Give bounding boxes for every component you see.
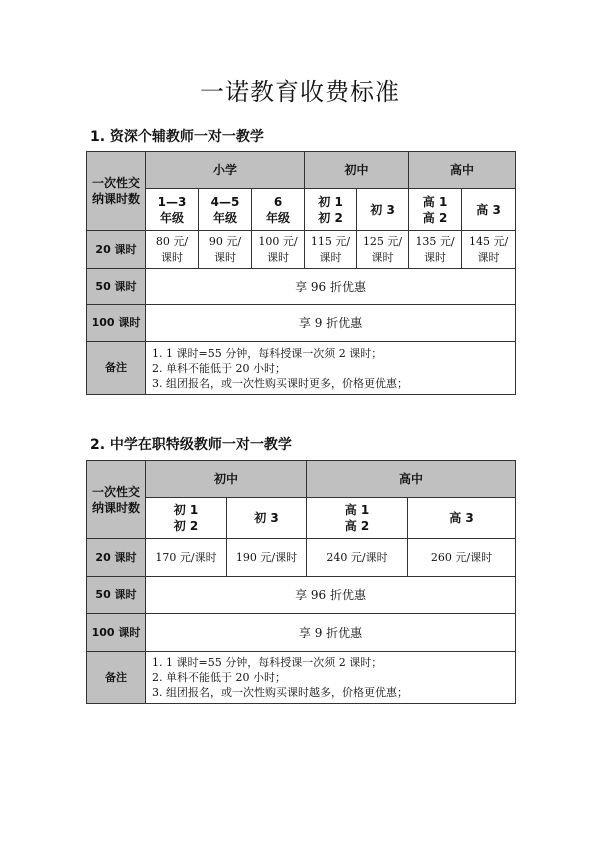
- row-label-100: 100 课时: [87, 614, 146, 652]
- grade-cell: 初 1 初 2: [146, 498, 227, 539]
- row-label-20: 20 课时: [87, 231, 146, 269]
- corner-header: 一次性交 纳课时数: [87, 152, 146, 231]
- corner-header: 一次性交 纳课时数: [87, 461, 146, 539]
- price-cell: 135 元/ 课时: [409, 231, 462, 269]
- note-line: 1. 1 课时=55 分钟，每科授课一次须 2 课时；: [152, 656, 383, 669]
- grade-cell: 高 3: [408, 498, 516, 539]
- price-cell: 260 元/课时: [408, 539, 516, 577]
- page-title: 一诺教育收费标准: [200, 78, 400, 106]
- grade-cell: 初 3: [227, 498, 307, 539]
- price-cell: 80 元/ 课时: [146, 231, 199, 269]
- notes-label: 备注: [87, 342, 146, 395]
- price-cell: 190 元/课时: [227, 539, 307, 577]
- group-header-senior: 高中: [307, 461, 516, 498]
- grade-cell: 6 年级: [252, 189, 305, 231]
- notes-label: 备注: [87, 652, 146, 704]
- section-2-heading: 2. 中学在职特级教师一对一教学: [90, 437, 292, 453]
- notes-cell: [146, 342, 516, 395]
- price-cell: 90 元/ 课时: [199, 231, 252, 269]
- row-label-100: 100 课时: [87, 305, 146, 342]
- group-header-junior: 初中: [305, 152, 409, 189]
- group-header-junior: 初中: [146, 461, 307, 498]
- group-header-senior: 高中: [409, 152, 516, 189]
- row-label-50: 50 课时: [87, 269, 146, 305]
- price-cell: 240 元/课时: [307, 539, 408, 577]
- note-line: 3. 组团报名，或一次性购买课时更多，价格更优惠；: [152, 376, 408, 390]
- note-line: 3. 组团报名，或一次性购买课时越多，价格更优惠；: [152, 686, 408, 699]
- grade-cell: 1—3 年级: [146, 189, 199, 231]
- row-label-20: 20 课时: [87, 539, 146, 577]
- row-label-50: 50 课时: [87, 577, 146, 614]
- discount-100: 享 9 折优惠: [146, 305, 516, 342]
- grade-cell: 初 1 初 2: [305, 189, 357, 231]
- price-cell: 115 元/ 课时: [305, 231, 357, 269]
- grade-cell: 4—5 年级: [199, 189, 252, 231]
- note-line: 1. 1 课时=55 分钟，每科授课一次须 2 课时；: [152, 346, 383, 360]
- fee-table-2: [86, 460, 516, 704]
- discount-100: 享 9 折优惠: [146, 614, 516, 652]
- discount-50: 享 96 折优惠: [146, 269, 516, 305]
- price-cell: 145 元/ 课时: [462, 231, 516, 269]
- fee-table-1: [86, 151, 516, 395]
- note-line: 2. 单科不能低于 20 小时；: [152, 361, 286, 375]
- notes-cell: [146, 652, 516, 704]
- price-cell: 125 元/ 课时: [357, 231, 409, 269]
- note-line: 2. 单科不能低于 20 小时；: [152, 671, 286, 684]
- section-1-heading: 1. 资深个辅教师一对一教学: [90, 129, 264, 145]
- grade-cell: 高 1 高 2: [409, 189, 462, 231]
- discount-50: 享 96 折优惠: [146, 577, 516, 614]
- grade-cell: 高 3: [462, 189, 516, 231]
- grade-cell: 初 3: [357, 189, 409, 231]
- grade-cell: 高 1 高 2: [307, 498, 408, 539]
- price-cell: 170 元/课时: [146, 539, 227, 577]
- group-header-primary: 小学: [146, 152, 305, 189]
- price-cell: 100 元/ 课时: [252, 231, 305, 269]
